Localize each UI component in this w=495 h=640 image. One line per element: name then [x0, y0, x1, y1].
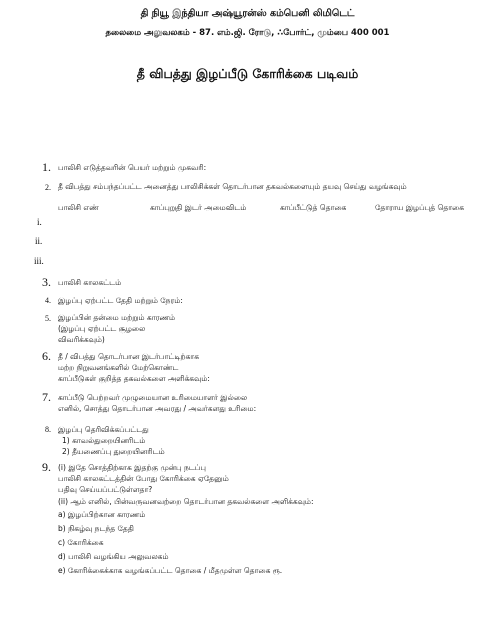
item-9-option-a: a) இழப்பிற்கான காரணம்	[58, 510, 146, 519]
item-9-line-4: (ii) ஆம் எனில், பின்வருவனவற்றை தொடர்பான தகவல்களை அளிக்கவும்:	[58, 497, 314, 506]
item-9-option-b: b) நிகழ்வு நடந்த தேதி	[58, 524, 134, 533]
item-5-line-3: விவரிக்கவும்)	[58, 335, 105, 344]
item-9-option-d: d) பாலிசி வழங்கிய அலுவலகம்	[58, 552, 169, 561]
item-8-line-1: இழப்பு தெரிவிக்கப்பட்டது	[58, 425, 149, 434]
item-2-number: 2.	[45, 183, 51, 192]
item-5-line-2: (இழப்பு ஏற்பட்ட சூழலை	[58, 324, 146, 333]
head-office-address: தலைமை அலுவலகம் - 87. எம்.ஜி. ரோடு, ∴போர்ட், மும்பை 400 001	[105, 28, 390, 38]
item-6-line-1: தீ / விபத்து தொடர்பான இடர்பாட்டிற்காக	[58, 352, 199, 361]
item-5-line-1: இழப்பின் தன்மை மற்றும் காரணம்	[58, 313, 176, 322]
policy-col-number: பாலிசி எண்	[58, 203, 99, 212]
policy-col-risk-location: காப்புறுதி இடர் அமைவிடம்	[150, 203, 247, 212]
item-7-line-1: காப்பீடு பெற்றவர் முழுமையான உரிமையாளர் இல்லை	[58, 393, 248, 402]
policy-row-2: ii.	[35, 236, 43, 246]
item-9-line-1: (i) இதே சொத்திற்காக இதற்கு முன்பு நடப்பு	[58, 463, 206, 472]
item-6-line-2: மற்ற நிறுவனங்களில் மேற்கொண்ட	[58, 363, 179, 372]
item-9-number: 9.	[42, 460, 51, 474]
item-4-number: 4.	[45, 296, 51, 305]
item-1-number: 1.	[42, 160, 51, 174]
item-9-option-c: c) கோரிக்கை	[58, 538, 104, 547]
item-3-number: 3.	[42, 275, 51, 289]
policy-row-1: i.	[37, 217, 42, 227]
item-5-number: 5.	[45, 314, 51, 323]
item-9-line-2: பாலிசி காலகட்டத்தின் போது கோரிக்கை ஏதேனும்	[58, 474, 229, 483]
item-3-text: பாலிசி காலகட்டம்	[58, 278, 122, 287]
form-title: தீ விபத்து இழப்பீடு கோரிக்கை படிவம்	[136, 66, 359, 81]
item-7-line-2: எனில், சொத்து தொடர்பான அவரது / அவர்களது உரிமை:	[58, 404, 257, 413]
policy-row-3: iii.	[34, 256, 44, 266]
item-9-line-3: பதிவு செய்யப்பட்டுள்ளதா?	[58, 485, 153, 494]
item-6-number: 6.	[42, 349, 51, 363]
item-8-number: 8.	[45, 425, 51, 434]
item-6-line-3: காப்பீடுகள் குறித்த தகவல்களை அளிக்கவும்:	[58, 374, 210, 383]
item-1-text: பாலிசி எடுத்தவரின் பெயர் மற்றும் முகவரி:	[58, 163, 207, 172]
item-9-option-e: e) கோரிக்கைக்காக வழங்கப்பட்ட தொகை / மீதமுள்ள தொகை ரூ.	[58, 566, 283, 575]
item-2-text: தீ விபத்து சம்பந்தப்பட்ட அனைத்து பாலிசிக்கள் தொடர்பான தகவல்களையும் தயவு செய்து வழங்கவும்	[58, 182, 407, 191]
company-name: தி நியூ இந்தியா அஷ்யூரன்ஸ் கம்பெனி லிமிடெட்	[140, 8, 355, 19]
item-4-text: இழப்பு ஏற்பட்ட தேதி மற்றும் நேரம்:	[58, 296, 183, 305]
policy-col-loss-amount: தோராய இழப்புத் தொகை	[375, 203, 465, 212]
item-8-fire-dept: 2) தீயணைப்பு துறையினரிடம்	[62, 447, 165, 456]
item-8-police: 1) காவல்துறையினரிடம்	[62, 436, 146, 445]
policy-col-sum-insured: காப்பீட்டுத் தொகை	[280, 203, 347, 212]
item-7-number: 7.	[42, 390, 51, 404]
